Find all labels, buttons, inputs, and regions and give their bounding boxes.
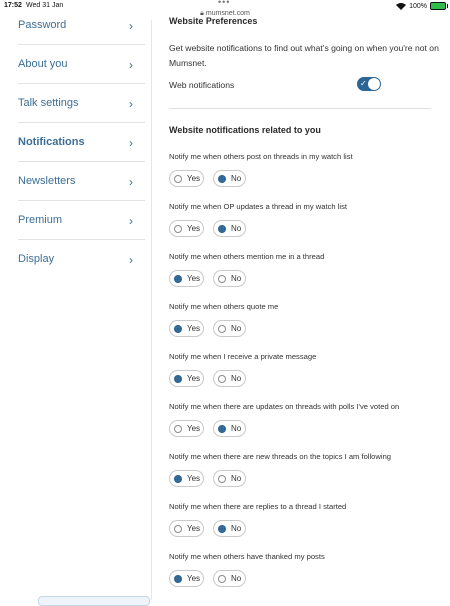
- radio-label: Yes: [187, 274, 201, 283]
- sidebar-item-label: Talk settings: [18, 97, 79, 109]
- chevron-right-icon: ›: [129, 175, 133, 189]
- radio-circle-icon: [218, 325, 226, 333]
- radio-label: No: [231, 174, 242, 183]
- url-text: mumsnet.com: [205, 10, 250, 17]
- status-date: Wed 31 Jan: [26, 2, 64, 9]
- chevron-right-icon: ›: [129, 58, 133, 72]
- radio-label: No: [231, 524, 242, 533]
- section-title: Website Preferences: [169, 16, 258, 26]
- radio-yes[interactable]: [169, 220, 204, 237]
- radio-circle-icon: [174, 175, 182, 183]
- question-text: Notify me when others mention me in a thread: [169, 252, 325, 261]
- radio-circle-icon: [218, 225, 226, 233]
- battery-percent: 100%: [409, 2, 427, 10]
- radio-circle-icon: [174, 275, 182, 283]
- radio-label: No: [231, 274, 242, 283]
- question-text: Notify me when there are updates on threads with polls I've voted on: [169, 402, 400, 411]
- vertical-divider: [151, 20, 152, 600]
- radio-label: Yes: [187, 424, 201, 433]
- radio-no[interactable]: [213, 270, 246, 287]
- radio-circle-icon: [218, 425, 226, 433]
- question-text: Notify me when there are new threads on the topics I am following: [169, 452, 392, 461]
- battery-icon: [430, 2, 446, 10]
- status-time: 17:52: [4, 2, 22, 9]
- save-button[interactable]: [38, 596, 150, 606]
- radio-yes[interactable]: [169, 370, 204, 387]
- radio-label: No: [231, 474, 242, 483]
- chevron-right-icon: ›: [129, 19, 133, 33]
- radio-circle-icon: [218, 175, 226, 183]
- lock-icon: 🔒︎: [200, 10, 204, 17]
- question-text: Notify me when I receive a private message: [169, 352, 317, 361]
- radio-label: Yes: [187, 574, 201, 583]
- chevron-right-icon: ›: [129, 136, 133, 150]
- sidebar-item-talk-settings[interactable]: [18, 84, 145, 123]
- radio-no[interactable]: [213, 220, 246, 237]
- sidebar-item-display[interactable]: [18, 240, 145, 278]
- radio-circle-icon: [174, 525, 182, 533]
- question-text: Notify me when OP updates a thread in my watch list: [169, 202, 347, 211]
- sidebar-item-newsletters[interactable]: [18, 162, 145, 201]
- sidebar-item-password[interactable]: [18, 6, 145, 45]
- radio-label: No: [231, 324, 242, 333]
- radio-circle-icon: [174, 475, 182, 483]
- radio-yes[interactable]: [169, 570, 204, 587]
- sidebar-item-label: Password: [18, 19, 67, 31]
- radio-circle-icon: [218, 525, 226, 533]
- radio-label: No: [231, 374, 242, 383]
- question-text: Notify me when others have thanked my posts: [169, 552, 325, 561]
- radio-no[interactable]: [213, 470, 246, 487]
- radio-yes[interactable]: [169, 520, 204, 537]
- sidebar-item-premium[interactable]: [18, 201, 145, 240]
- web-notifications-toggle[interactable]: [357, 77, 381, 91]
- sidebar-item-label: Display: [18, 253, 55, 265]
- radio-no[interactable]: [213, 370, 246, 387]
- radio-label: Yes: [187, 224, 201, 233]
- radio-no[interactable]: [213, 570, 246, 587]
- radio-circle-icon: [218, 275, 226, 283]
- radio-circle-icon: [174, 375, 182, 383]
- radio-label: Yes: [187, 324, 201, 333]
- radio-circle-icon: [174, 325, 182, 333]
- radio-circle-icon: [174, 575, 182, 583]
- sidebar-item-notifications[interactable]: [18, 123, 145, 162]
- intro-text: Get website notifications to find out what's going on when you're not on Mumsnet.: [169, 43, 439, 68]
- sidebar-item-label: Newsletters: [18, 175, 76, 187]
- radio-label: No: [231, 424, 242, 433]
- radio-no[interactable]: [213, 320, 246, 337]
- radio-no[interactable]: [213, 520, 246, 537]
- section-divider: [169, 108, 431, 109]
- notifications-subtitle: Website notifications related to you: [169, 125, 321, 135]
- sidebar-item-label: Premium: [18, 214, 63, 226]
- web-notifications-label: Web notifications: [169, 80, 235, 90]
- radio-yes[interactable]: [169, 320, 204, 337]
- radio-circle-icon: [218, 475, 226, 483]
- status-right: [396, 2, 446, 10]
- radio-label: Yes: [187, 174, 201, 183]
- radio-yes[interactable]: [169, 420, 204, 437]
- more-dots-icon[interactable]: •••: [218, 0, 231, 7]
- toggle-knob: [368, 78, 380, 90]
- radio-yes[interactable]: [169, 470, 204, 487]
- radio-yes[interactable]: [169, 170, 204, 187]
- checkmark-icon: ✓: [360, 79, 367, 88]
- radio-label: Yes: [187, 374, 201, 383]
- sidebar: [0, 6, 145, 278]
- question-text: Notify me when there are replies to a thread I started: [169, 502, 347, 511]
- radio-label: Yes: [187, 524, 201, 533]
- radio-label: Yes: [187, 474, 201, 483]
- radio-circle-icon: [174, 225, 182, 233]
- chevron-right-icon: ›: [129, 253, 133, 267]
- radio-circle-icon: [218, 375, 226, 383]
- wifi-icon: [396, 3, 406, 10]
- radio-label: No: [231, 224, 242, 233]
- sidebar-item-label: Notifications: [18, 136, 85, 148]
- question-text: Notify me when others quote me: [169, 302, 279, 311]
- radio-circle-icon: [174, 425, 182, 433]
- sidebar-item-label: About you: [18, 58, 68, 70]
- radio-yes[interactable]: [169, 270, 204, 287]
- chevron-right-icon: ›: [129, 97, 133, 111]
- question-text: Notify me when others post on threads in my watch list: [169, 152, 353, 161]
- radio-label: No: [231, 574, 242, 583]
- sidebar-item-about-you[interactable]: [18, 45, 145, 84]
- chevron-right-icon: ›: [129, 214, 133, 228]
- radio-no[interactable]: [213, 170, 246, 187]
- radio-circle-icon: [218, 575, 226, 583]
- radio-no[interactable]: [213, 420, 246, 437]
